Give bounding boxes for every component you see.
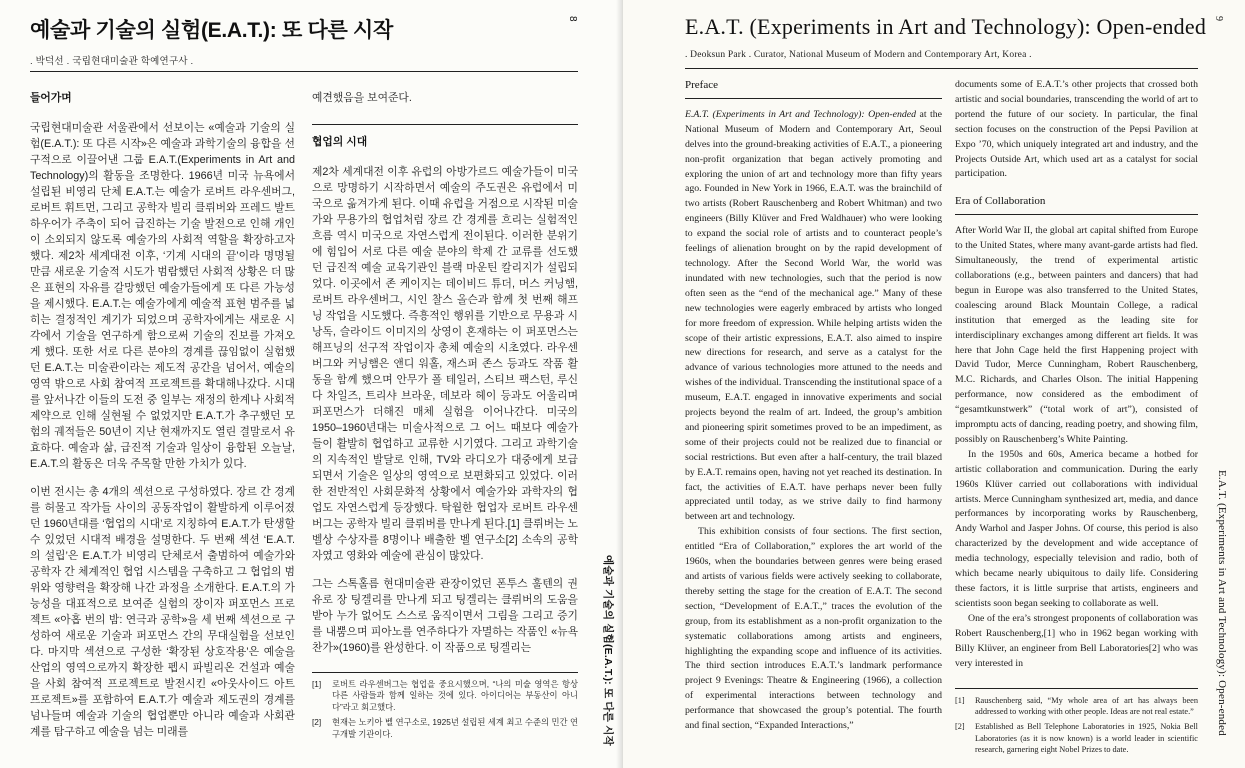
left-page-title: 예술과 기술의 실험(E.A.T.): 또 다른 시작 (30, 19, 393, 42)
footnote-item (312, 679, 578, 713)
left-header-rule (30, 71, 578, 72)
footnote-item (955, 695, 1198, 717)
section-heading-intro: 들어가며 (30, 92, 72, 104)
right-vertical-running-title: E.A.T. (Experiments in Art and Technology): Open-ended (1216, 470, 1228, 736)
right-page-number: 9 (1213, 16, 1224, 21)
section-heading-preface: Preface (685, 78, 942, 99)
footnote-text: 로버트 라우센버그는 협업을 중요시했으며, “나의 미술 영역은 항상 다른 사람들과 함께 일하는 것에 있다. 아이디어는 부동산이 아니다”라고 회고했다. (332, 679, 578, 712)
right-page (623, 0, 1245, 768)
footnote-item (312, 717, 578, 740)
preface-paragraph-2: This exhibition consists of four sections. The first section, entitled “Era of Collaboration,” explores the art world of the 1960s, when the boundaries between genres were being erased and artists of various fields were actively seeking to collaborate, thereby setting the stage for the creation of E.A.T. The second section, “Development of E.A.T.,” traces the evolution of the group, from its establishment as a non-profit organization to the systematic collaborations among artists and engineers, highlighting the expanding scope and influence of its activities. The third section introduces E.A.T.’s landmark performance project 9 Evenings: Theatre & Engineering (1966), a collection of experimental interactions between technology and performance that showcased the group’s potential. The fourth and final section, “Expanded Interactions,” (685, 526, 942, 732)
exhibition-title-italic: E.A.T. (Experiments in Art and Technology): Open-ended (685, 108, 916, 120)
right-column-1 (685, 78, 942, 763)
preface-paragraph-1-rest: at the National Museum of Modern and Contemporary Art, Seoul delves into the ground-breaking activities of E.A.T., a pioneering non-profit organization that began actively promoting and exploring the union of art and technology more than fifty years ago. Founded in New York in 1966, E.A.T. was the brainchild of two artists (Robert Rauschenberg and Robert Whitman) and two engineers (Billy Klüver and Fred Waldhauer) who were looking to expand the social role of artists and to counteract people’s feelings of alienation brought on by the rapid development of technology. After the Second World War, the world was inundated with new technologies, such that the period is now often seen as the “end of the mechanical age.” Many of these new technologies were eagerly embraced by artists who longed for more freedom of expression. While helping artists widen the scope of their artistic expressions, E.A.T. also aimed to inspire new directions for research, and serve as a catalyst for the advance of various technologies more attuned to the needs and wishes of the individual. Transcending the institutional space of a museum, E.A.T. engaged in innovative experiments and social projects beyond the realm of art. Indeed, the group’s ambition and pioneering spirit sometimes proved to be an impediment, as some of their projects could not be realized due to financial or social restrictions. But even after a half-century, the trail blazed by E.A.T. remains open, having not yet reached its destination. In fact, the activities of E.A.T. have perhaps never been fully appreciated until today, as we strive daily to find harmony between art and technology. (685, 108, 942, 523)
right-footnotes (955, 688, 1198, 759)
era-paragraph-2: In the 1950s and 60s, America became a hotbed for artistic collaboration and communication. During the early 1960s Klüver carried out collaborations with individual artists. Merce Cunningham synthesized art, media, and dance performances by incorporating works by Rauschenberg, Andy Warhol and Jasper Johns. Of course, this period is also characterized by the development and wide acceptance of media technology, especially television and radio, both of which became nearly ubiquitous to daily life. Considering these factors, it is little surprise that artists, engineers and scientists soon began seeking to collaborate as well. (955, 448, 1198, 609)
left-column-1 (30, 90, 295, 760)
right-column-2 (955, 78, 1198, 684)
right-page-title: E.A.T. (Experiments in Art and Technology): Open-ended (685, 14, 1207, 39)
footnote-number: [2] (312, 717, 322, 728)
footnote-number: [1] (312, 679, 322, 689)
right-header-rule (685, 68, 1198, 69)
preface-paragraph-1 (685, 108, 942, 525)
section-heading-era-of-collaboration: Era of Collaboration (955, 194, 1198, 215)
era-paragraph-1: After World War II, the global art capital shifted from Europe to the United States, where many avant-garde artists had fled. Simultaneously, the trend of experimental artistic collaborations (e.g., between painters and dancers) that had begun in Europe was also transferred to the United States, coalescing around Black Mountain College, a radical institution that emerged as the leading site for interdisciplinary exchanges among different art fields. It was here that John Cage held the first Happening project with David Tudor, Merce Cunningham, Robert Rauschenberg, M.C. Richards, and Charles Olson. The initial Happening performance, now considered as the embodiment of “gesamtkunstwerk” (“total work of art”), consisted of impromptu acts of dancing, reading poetry, and showing film, possibly on Rauschenberg’s White Painting. (955, 225, 1198, 445)
left-page-byline: . 박덕선 . 국립현대미술관 학예연구사 . (30, 56, 194, 67)
korean-collab-paragraph-1: 제2차 세계대전 이후 유럽의 아방가르드 예술가들이 미국으로 망명하기 시작하면서 예술의 주도권은 유럽에서 미국으로 옮겨가게 된다. 이때 유럽을 거점으로 시작된 미술가와 무용가의 협업처럼 장르 간 경계를 흐리는 실험적인 흐름 역시 미국으로 자연스럽게 전이된다. 이러한 분위기에 힘입어 서로 다른 예술 분야의 학제 간 교류를 선도했던 급진적 예술 교육기관인 블랙 마운틴 칼리지가 설립되었다. 이곳에서 존 케이지는 데이비드 튜더, 머스 커닝햄, 로버트 라우센버그, 시인 찰스 올슨과 함께 첫 번째 해프닝 작업을 시도했다. 즉흥적인 행위를 기반으로 무용과 시 낭독, 슬라이드 이미지의 상영이 혼재하는 이 퍼포먼스는 해프닝의 선구적 작업이자 총체 예술의 시초였다. 라우센버그와 커닝햄은 앤디 워홀, 재스퍼 존스 등과도 작품 활동을 함께 했으며 안무가 폴 테일러, 스티브 팩스턴, 루신다 차일즈, 트리샤 브라운, 데보라 헤이 등과도 어울리며 퍼포먼스가 더해진 매체 실험을 이어나간다. 미국의 1950–1960년대는 미술사적으로 그 어느 때보다 예술가들이 활발히 협업하고 교류한 시기였다. 그리고 과학기술의 지속적인 발달로 인해, TV와 라디오가 대중에게 보급되면서 기술은 일상의 영역으로 보편화되고 있었다. 이러한 전반적인 사회문화적 상황에서 예술가와 과학자의 협업도 자연스럽게 등장했다. 탁월한 협업자 로버트 라우센버그는 공학자 빌리 클뤼버를 만나게 된다.[1] 클뤼버는 노벨상 수상자를 8명이나 배출한 벨 연구소[2] 소속의 공학자였고 영화와 예술에 관심이 많았다. (312, 166, 578, 562)
footnote-item (955, 721, 1198, 755)
korean-intro-paragraph-1: 국립현대미술관 서울관에서 선보이는 «예술과 기술의 실험(E.A.T.): 또 다른 시작»은 예술과 과학기술의 융합을 선구적으로 이끌어낸 그룹 E.A.T.(Experiments in Art and Technology)의 활동을 조명한다. 1966년 미국 뉴욕에서 설립된 비영리 단체 E.A.T.는 예술가 로버트 라우센버그, 로버트 휘트먼, 그리고 공학자 빌리 클뤼버와 프레드 발트하우어가 주축이 되어 급진하는 기술 발전으로 인해 개인이 소외되지 않도록 예술가의 사회적 역할을 확장하고자 했다. 제2차 세계대전 이후, ‘기계 시대의 끝’이라 명명될 만큼 새로운 기술적 시도가 범람했던 사회적 상황은 더 많은 표현의 자유를 갈망했던 예술가들에게 또 다른 가능성을 제시했다. E.A.T.는 예술가에게 예술적 표현 범주를 넓히는 결정적인 계기가 되었으며 공학자에게는 새로운 시각에서 기술을 연구하게 함으로써 기술의 진보를 가져오게 했다. 또한 서로 다른 분야의 경계를 끊임없이 실험했던 E.A.T.는 미술관이라는 제도적 공간을 넘어서, 예술의 영역 밖으로 사회 참여적 프로젝트를 확대해나갔다. 시대를 앞서나간 이들의 도전 중 일부는 재정의 한계나 사회적 제약으로 인해 실현될 수 없었지만 E.A.T.가 추구했던 모험의 궤적들은 50년이 지난 현재까지도 열린 결말로서 유효하다. 예술과 삶, 급진적 기술과 일상이 융합된 오늘날, E.A.T.의 활동은 더욱 주목할 만한 가치가 있다. (30, 122, 295, 470)
left-page-number: 8 (567, 16, 578, 22)
left-page (0, 0, 622, 768)
footnote-number: [1] (955, 696, 965, 705)
left-column-2 (312, 90, 578, 668)
left-vertical-running-title: 예술과 기술의 실험(E.A.T.): 또 다른 시작 (602, 555, 614, 746)
footnote-text: Established as Bell Telephone Laboratories in 1925, Nokia Bell Laboratories (as it is now known) is a world leader in scientific research, garnering eight Nobel Prizes to date. (975, 722, 1198, 754)
right-page-byline: . Deoksun Park . Curator, National Museum of Modern and Contemporary Art, Korea . (685, 50, 1032, 60)
section-heading-collaboration: 협업의 시대 (312, 124, 578, 150)
preface-carryover-paragraph: documents some of E.A.T.’s other projects that crossed both artistic and social boundaries, transcending the world of art to portend the future of our society. In particular, the final section focuses on the construction of the Pepsi Pavilion at Expo ’70, which uniquely integrated art and industry, and the Projects Outside Art, which used art as a catalyst for social participation. (955, 79, 1198, 180)
left-footnotes (312, 672, 578, 744)
era-paragraph-3: One of the era’s strongest proponents of collaboration was Robert Rauschenberg,[1] who in 1962 began working with Billy Klüver, an engineer from Bell Laboratories[2] who was very interested in (955, 612, 1198, 669)
footnote-number: [2] (955, 722, 965, 732)
korean-intro-paragraph-2: 이번 전시는 총 4개의 섹션으로 구성하였다. 장르 간 경계를 허물고 작가들 사이의 공동작업이 활발하게 이루어졌던 1960년대를 ‘협업의 시대’로 지칭하여 E.A.T.가 탄생할 수 있었던 시대적 배경을 설명한다. 두 번째 섹션 ‘E.A.T.의 설립’은 E.A.T.가 비영리 단체로서 출범하여 예술가와 공학자 간 체계적인 협업 시스템을 구축하고 그 협업의 범위와 영향력을 확장해 나간 과정을 소개한다. E.A.T.의 가능성을 대표적으로 보여준 실험의 장이자 퍼포먼스 프로젝트 «아홉 번의 밤: 연극과 공학»을 세 번째 섹션으로 구성하여 새로운 기술과 퍼포먼스 간의 무대실험을 선보인다. 마지막 섹션으로 구성한 ‘확장된 상호작용’은 예술을 산업의 영역으로까지 확장한 펩시 파빌리온 건설과 예술을 사회 참여적 프로젝트로 발전시킨 «아웃사이드 아트 프로젝트»를 포함하여 E.A.T.가 예술과 제도권의 경계를 넘나들며 예술과 기술의 협업뿐만 아니라 예술과 사회관계를 탐구하고 예술을 넘는 미래를 (30, 486, 295, 738)
korean-carryover-line: 예견했음을 보여준다. (312, 92, 412, 104)
footnote-text: Rauschenberg said, “My whole area of art has always been addressed to working with other people. Ideas are not real estate.” (975, 696, 1198, 717)
footnote-text: 현재는 노키아 벨 연구소로, 1925년 설립된 세계 최고 수준의 민간 연구개발 기관이다. (332, 717, 578, 739)
korean-collab-paragraph-2: 그는 스톡홀름 현대미술관 관장이었던 폰투스 훌텐의 권유로 장 팅겔리를 만나게 되고 팅겔리는 클뤼버의 도움을 받아 누가 없어도 스스로 움직이면서 그림을 그리고 증기를 내뿜으며 피아노를 연주하다가 자멸하는 작품인 «뉴욕 찬가»(1960)를 완성한다. 이 작품으로 팅겔리는 (312, 578, 578, 654)
